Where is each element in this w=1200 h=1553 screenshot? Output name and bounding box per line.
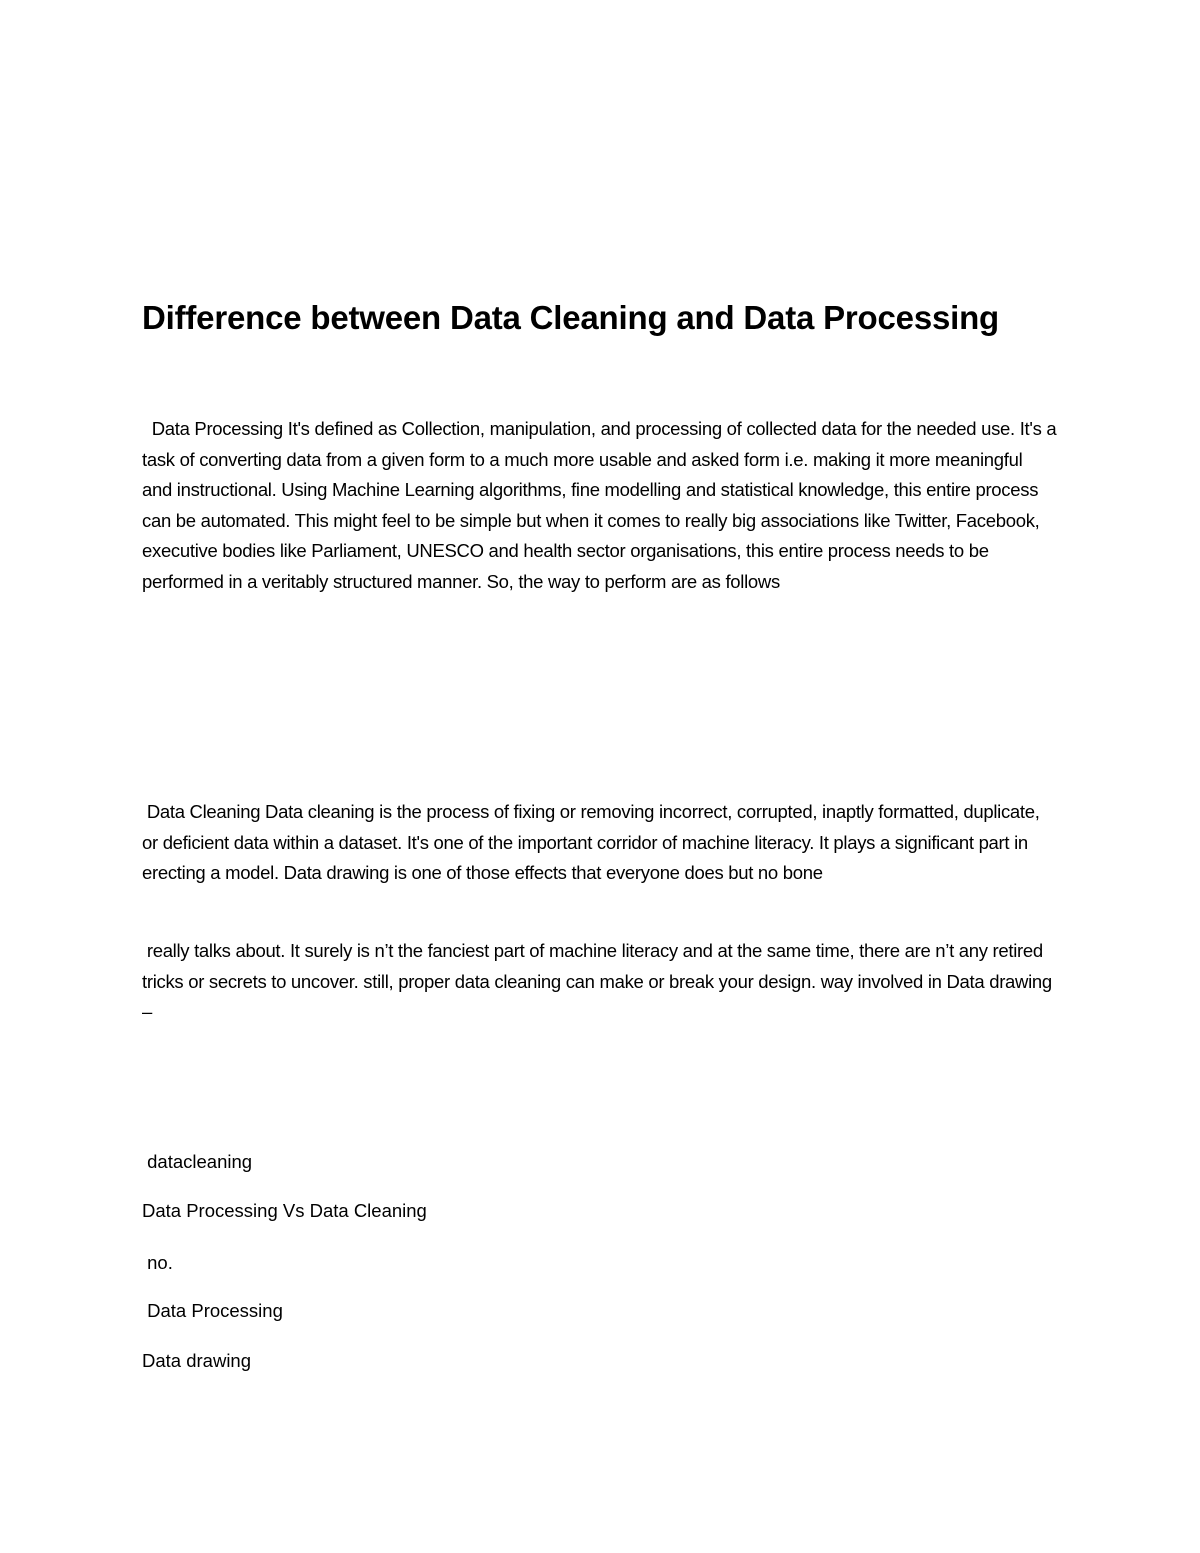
text-line-data-drawing: Data drawing (142, 1350, 252, 1371)
text-line-comparison-heading: Data Processing Vs Data Cleaning (142, 1200, 427, 1221)
paragraph-data-cleaning-continued: really talks about. It surely is n’t the fanciest part of machine literacy and at the same time, there are n’t any retired tricks or secrets to uncover. still, proper data cleaning can make or break your design. way involved in Data drawing – (142, 940, 1057, 1022)
paragraph-data-cleaning: Data Cleaning Data cleaning is the process of fixing or removing incorrect, corrupted, inaptly formatted, duplicate, or deficient data within a dataset. It's one of the important corridor of machine literacy. It plays a significant part in erecting a model. Data drawing is one of those effects that everyone does but no bone (142, 801, 1045, 883)
text-line-data-processing: Data Processing (142, 1300, 283, 1321)
document-title: Difference between Data Cleaning and Data Processing (142, 299, 1000, 336)
text-line-number: no. (142, 1252, 173, 1273)
text-line-datacleaning: datacleaning (142, 1151, 253, 1172)
paragraph-data-processing: Data Processing It's defined as Collection, manipulation, and processing of collected data for the needed use. It's a task of converting data from a given form to a much more usable and asked form i.e. making it more meaningful and instructional. Using Machine Learning algorithms, fine modelling and statistical knowledge, this entire process can be automated. This might feel to be simple but when it comes to really big associations like Twitter, Facebook, executive bodies like Parliament, UNESCO and health sector organisations, this entire process needs to be performed in a veritably structured manner. So, the way to perform are as follows (142, 418, 1062, 592)
